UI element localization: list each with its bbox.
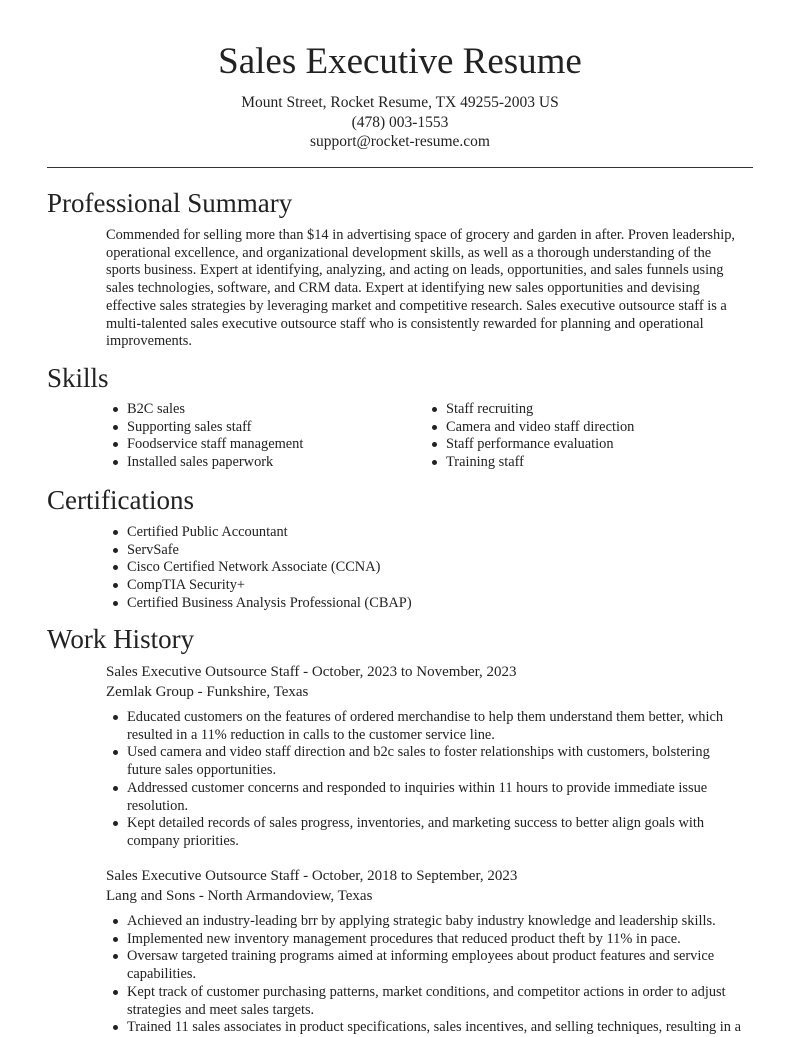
list-item [106, 780, 766, 815]
summary-line: improvements. [106, 333, 192, 350]
bullet-icon [113, 565, 118, 570]
summary-line: multi-talented sales executive outsource staff who is consistently rewarded for planning and operational [106, 315, 704, 332]
bullet-icon [432, 442, 437, 447]
bullet-icon [432, 425, 437, 430]
job-location: North Armandoview, Texas [207, 888, 373, 904]
bullet-icon [113, 460, 118, 465]
list-item [106, 948, 766, 983]
job-title-line: Sales Executive Outsource Staff - October, 2023 to November, 2023 [106, 664, 517, 680]
certification-label: ServSafe [127, 541, 179, 558]
email-line: support@rocket-resume.com [310, 133, 490, 150]
list-item [425, 454, 745, 472]
job-role: Sales Executive Outsource Staff [106, 664, 300, 680]
bullet-text: Kept detailed records of sales progress, inventories, and marketing success to better align goals with [127, 815, 705, 832]
list-item [106, 419, 426, 437]
skill-label: Installed sales paperwork [127, 454, 274, 471]
bullet-icon [113, 919, 118, 924]
list-item [106, 559, 756, 577]
list-item [106, 931, 766, 949]
certification-label: Cisco Certified Network Associate (CCNA) [127, 559, 381, 576]
bullet-icon [113, 425, 118, 430]
bullet-text: Addressed customer concerns and responded to inquiries within 11 hours to provide immediate issue [127, 779, 708, 796]
list-item [425, 401, 745, 419]
bullet-icon [113, 407, 118, 412]
bullet-icon [432, 460, 437, 465]
bullet-icon [113, 750, 118, 755]
summary-line: Commended for selling more than $14 in advertising space of grocery and garden in after. Proven leadership, [106, 227, 735, 243]
summary-paragraph [106, 227, 756, 351]
job-dates: October, 2018 to September, 2023 [311, 868, 518, 884]
list-item [106, 436, 426, 454]
job-role: Sales Executive Outsource Staff [106, 868, 300, 884]
summary-line: sports business. Expert at identifying, analyzing, and acting on leads, opportunities, and sales funnels using [106, 262, 724, 279]
list-item [106, 984, 766, 1019]
skill-label: Foodservice staff management [127, 436, 304, 453]
bullet-icon [113, 786, 118, 791]
bullet-text: Used camera and video staff direction and b2c sales to foster relationships with customers, bolstering [127, 744, 710, 761]
bullet-icon [113, 715, 118, 720]
summary-heading: Professional Summary [47, 188, 293, 218]
list-item [106, 595, 756, 613]
bullet-text: Kept track of customer purchasing patterns, market conditions, and competitor actions in order to adjust [127, 983, 726, 1000]
bullet-icon [113, 954, 118, 959]
list-item [106, 815, 766, 850]
bullet-icon [113, 601, 118, 606]
bullet-text: Trained 11 sales associates in product specifications, sales incentives, and selling techniques, resulting in a [127, 1019, 741, 1036]
job-company-line: Lang and Sons - North Armandoview, Texas [106, 888, 373, 904]
address-line: Mount Street, Rocket Resume, TX 49255-2003 US [241, 94, 559, 111]
skills-list-left [106, 401, 426, 472]
skill-label: Supporting sales staff [127, 418, 252, 435]
list-item [106, 454, 426, 472]
work-history-heading: Work History [47, 624, 195, 654]
list-item [106, 401, 426, 419]
summary-line: effective sales strategies by leveraging market and competitive research. Sales executive outsource staff is a [106, 297, 727, 314]
bullet-icon [113, 583, 118, 588]
bullet-text: Educated customers on the features of ordered merchandise to help them understand them better, which [127, 709, 724, 725]
list-item [106, 709, 766, 744]
skills-heading: Skills [47, 363, 109, 393]
bullet-icon [113, 530, 118, 535]
bullet-icon [432, 407, 437, 412]
list-item [106, 913, 766, 931]
phone-line: (478) 003-1553 [351, 114, 449, 131]
bullet-icon [113, 990, 118, 995]
certifications-list [106, 524, 756, 613]
header-divider [47, 167, 753, 168]
list-item [106, 542, 756, 560]
certification-label: CompTIA Security+ [127, 577, 246, 594]
bullet-text: future sales opportunities. [127, 762, 277, 779]
certification-label: Certified Public Accountant [127, 524, 288, 540]
skill-label: Staff performance evaluation [446, 436, 614, 453]
bullet-text: strategies and meet sales targets. [127, 1001, 315, 1018]
bullet-text: Achieved an industry-leading brr by applying strategic baby industry knowledge and leadership skills. [127, 913, 716, 929]
bullet-icon [113, 821, 118, 826]
bullet-text: Implemented new inventory management procedures that reduced product theft by 11% in pace. [127, 930, 681, 947]
list-item [425, 419, 745, 437]
bullet-icon [113, 1025, 118, 1030]
job-bullets [106, 709, 766, 851]
bullet-text: Oversaw targeted training programs aimed at informing employees about product features and service [127, 948, 715, 965]
bullet-icon [113, 937, 118, 942]
job-location: Funkshire, Texas [206, 684, 309, 700]
skills-list-right [425, 401, 745, 472]
bullet-icon [113, 442, 118, 447]
summary-line: operational excellence, and organizational development skills, as well as a thorough understanding of the [106, 244, 712, 261]
job-title-line: Sales Executive Outsource Staff - October, 2018 to September, 2023 [106, 868, 518, 884]
list-item [106, 744, 766, 779]
skill-label: Staff recruiting [446, 401, 534, 417]
resume-title: Sales Executive Resume [218, 41, 582, 82]
bullet-text: company priorities. [127, 832, 239, 849]
job-company: Lang and Sons [106, 888, 196, 904]
job-bullets [106, 913, 766, 1037]
list-item [106, 1019, 766, 1037]
list-item [106, 577, 756, 595]
job-company-line: Zemlak Group - Funkshire, Texas [106, 684, 309, 700]
skill-label: B2C sales [127, 401, 185, 417]
job-company: Zemlak Group [106, 684, 194, 700]
list-item [106, 524, 756, 542]
bullet-text: resulted in a 11% reduction in calls to the customer service line. [127, 726, 495, 743]
skill-label: Training staff [446, 454, 524, 471]
skill-label: Camera and video staff direction [446, 418, 635, 435]
summary-line: sales technologies, software, and CRM data. Expert at identifying new sales opportunities and devising [106, 280, 700, 297]
bullet-icon [113, 548, 118, 553]
bullet-text: capabilities. [127, 966, 197, 983]
certification-label: Certified Business Analysis Professional (CBAP) [127, 594, 412, 611]
list-item [425, 436, 745, 454]
job-dates: October, 2023 to November, 2023 [311, 664, 517, 680]
certifications-heading: Certifications [47, 485, 194, 515]
bullet-text: resolution. [127, 797, 189, 814]
